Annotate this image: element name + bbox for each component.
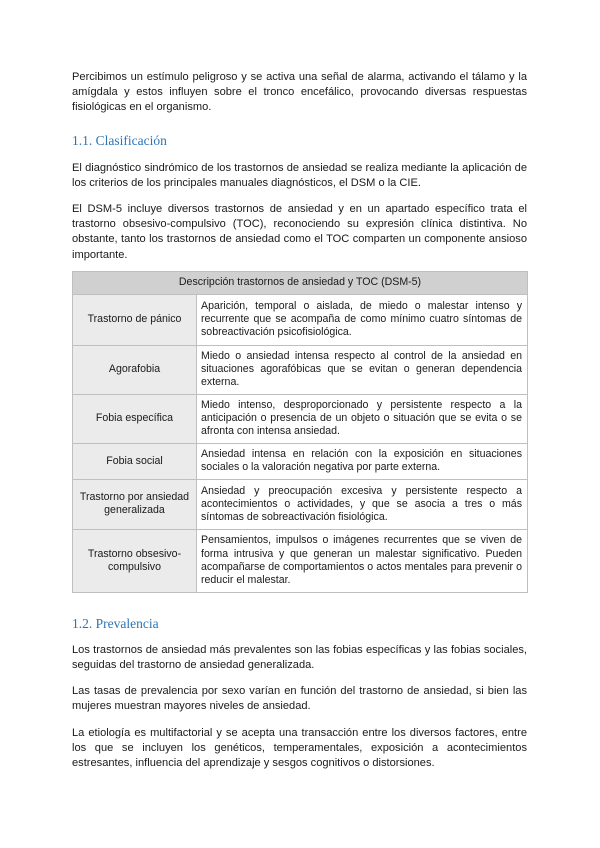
paragraph: Los trastornos de ansiedad más prevalentes son las fobias específicas y las fobias sociales, seguidas del trastorno de ansiedad generalizada. bbox=[72, 643, 527, 672]
paragraph: El diagnóstico sindrómico de los trastornos de ansiedad se realiza mediante la aplicación de los criterios de los principales manuales diagnósticos, el DSM o la CIE. bbox=[72, 161, 527, 189]
section-heading-clasificacion: 1.1. Clasificación bbox=[72, 132, 167, 148]
table-row bbox=[73, 529, 528, 592]
document-page bbox=[72, 70, 527, 771]
disorder-label: Fobia específica bbox=[73, 394, 197, 443]
table-row bbox=[73, 443, 528, 479]
disorder-label: Agorafobia bbox=[73, 345, 197, 394]
disorder-description: Pensamientos, impulsos o imágenes recurrentes que se viven de forma intrusiva y que generan un malestar significativo. Pueden acompañarse de comportamientos o actos mentales para prevenir o reducir el malestar. bbox=[197, 529, 528, 592]
table-header: Descripción trastornos de ansiedad y TOC (DSM-5) bbox=[73, 271, 528, 294]
paragraph: Las tasas de prevalencia por sexo varían en función del trastorno de ansiedad, si bien las mujeres muestran mayores niveles de ansiedad. bbox=[72, 685, 527, 713]
section-heading-prevalencia: 1.2. Prevalencia bbox=[72, 615, 159, 631]
intro-paragraph: Percibimos un estímulo peligroso y se activa una señal de alarma, activando el tálamo y la amígdala y estos influyen sobre el tronco encefálico, provocando diversas respuestas fisiológicas en el organismo. bbox=[72, 71, 527, 114]
table-header-row bbox=[73, 271, 528, 294]
disorder-description: Aparición, temporal o aislada, de miedo o malestar intenso y recurrente que se acompaña de como mínimo cuatro síntomas de sobreactivación psicofisiológica. bbox=[197, 294, 528, 345]
paragraph: El DSM-5 incluye diversos trastornos de ansiedad y en un apartado específico trata el trastorno obsesivo-compulsivo (TOC), reconociendo su expresión clínica distintiva. No obstante, tanto los trastornos de ansiedad como el TOC comparten un componente ansioso importante. bbox=[72, 203, 527, 261]
disorder-description: Miedo intenso, desproporcionado y persistente respecto a la anticipación o presencia de un objeto o situación que se evita o se afronta con intensa ansiedad. bbox=[197, 394, 528, 443]
paragraph: La etiología es multifactorial y se acepta una transacción entre los diversos factores, entre los que se incluyen los genéticos, temperamentales, exposición a acontecimientos estresantes, influencia del aprendizaje y sesgos cognitivos o distorsiones. bbox=[72, 726, 527, 770]
table-row bbox=[73, 345, 528, 394]
disorder-description: Ansiedad y preocupación excesiva y persistente respecto a acontecimientos o actividades, y que se asocia a tres o más síntomas de sobreactivación fisiológica. bbox=[197, 479, 528, 529]
disorder-label: Fobia social bbox=[73, 443, 197, 479]
disorder-label: Trastorno por ansiedad generalizada bbox=[73, 479, 197, 529]
table-row bbox=[73, 394, 528, 443]
disorder-description: Miedo o ansiedad intensa respecto al control de la ansiedad en situaciones agorafóbicas que se evitan o generan dependencia externa. bbox=[197, 345, 528, 394]
table-row bbox=[73, 479, 528, 529]
disorder-label: Trastorno de pánico bbox=[73, 294, 197, 345]
table-row bbox=[73, 294, 528, 345]
dsm5-table bbox=[72, 271, 528, 593]
disorder-description: Ansiedad intensa en relación con la exposición en situaciones sociales o la valoración negativa por parte externa. bbox=[197, 443, 528, 479]
disorder-label: Trastorno obsesivo-compulsivo bbox=[73, 529, 197, 592]
